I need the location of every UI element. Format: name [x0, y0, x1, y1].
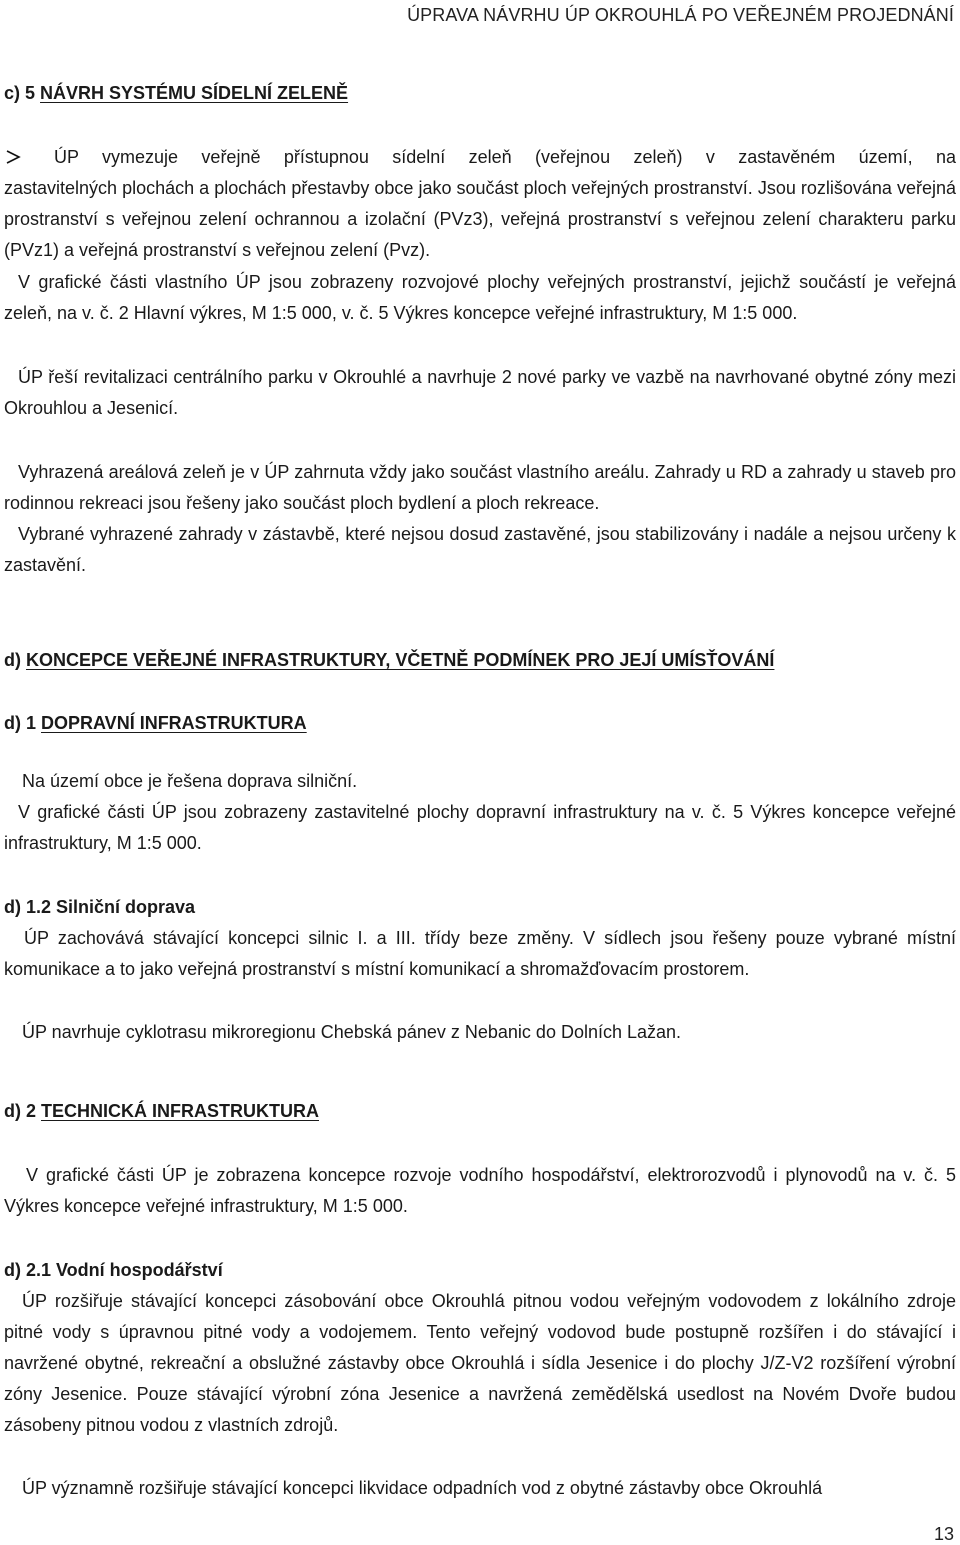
paragraph: ÚP významně rozšiřuje stávající koncepci likvidace odpadních vod z obytné zástavby obce Okrouhlá: [22, 1478, 823, 1498]
section-heading-d: [4, 645, 774, 676]
running-header: ÚPRAVA NÁVRHU ÚP OKROUHLÁ PO VEŘEJNÉM PROJEDNÁNÍ: [407, 5, 954, 25]
heading-prefix: d) 2: [4, 1101, 42, 1121]
paragraph: ÚP zachovává stávající koncepci silnic I. a III. třídy beze změny. V sídlech jsou řešeny pouze vybrané místní komunikace a to jako veřejná prostranství s místní komunikací a shromažďovacím prostorem.: [4, 928, 956, 979]
paragraph: Vyhrazená areálová zeleň je v ÚP zahrnuta vždy jako součást vlastního areálu. Zahrady u RD a zahrady u staveb pro rodinnou rekreaci jsou řešeny jako součást ploch bydlení a ploch rekreace.: [4, 462, 956, 513]
paragraph: ÚP řeší revitalizaci centrálního parku v Okrouhlé a navrhuje 2 nové parky ve vazbě na navrhované obytné zóny mezi Okrouhlou a Jesenicí.: [4, 367, 956, 418]
paragraph: V grafické části ÚP je zobrazena koncepce rozvoje vodního hospodářství, elektrorozvodů i plynovodů na v. č. 5 Výkres koncepce veřejné infrastruktury, M 1:5 000.: [4, 1165, 956, 1216]
section-heading-c5: [4, 78, 348, 109]
heading-prefix: d) 1: [4, 713, 42, 733]
paragraph: ÚP navrhuje cyklotrasu mikroregionu Chebská pánev z Nebanic do Dolních Lažan.: [22, 1022, 682, 1042]
arrow-bullet-icon: [4, 148, 22, 166]
section-heading-d21: d) 2.1 Vodní hospodářství: [4, 1260, 223, 1280]
heading-title: TECHNICKÁ INFRASTRUKTURA: [41, 1101, 319, 1121]
bullet-item: [4, 142, 956, 173]
heading-title: DOPRAVNÍ INFRASTRUKTURA: [41, 713, 307, 733]
section-heading-d2: [4, 1096, 319, 1127]
section-heading-d1: [4, 708, 307, 739]
heading-title: NÁVRH SYSTÉMU SÍDELNÍ ZELENĚ: [40, 83, 349, 103]
page-number: 13: [933, 1524, 954, 1544]
paragraph: ÚP rozšiřuje stávající koncepci zásobování obce Okrouhlá pitnou vodou veřejným vodovodem z lokálního zdroje pitné vody s úpravnou pitné vody a vodojemem. Tento veřejný vodovod bude postupně rozšířen i do stávající i navržené obytné, rekreační a obslužné zástavby obce Okrouhlá i sídla Jesenice i do plochy J/Z-V2 rozšíření výrobní zóny Jesenice. Pouze stávající výrobní zóna Jesenice a navržená zemědělská usedlost na Novém Dvoře budou zásobeny pitnou vodou z vlastních zdrojů.: [4, 1291, 956, 1435]
paragraph: Vybrané vyhrazené zahrady v zástavbě, které nejsou dosud zastavěné, jsou stabilizovány i nadále a nejsou určeny k zastavění.: [4, 524, 956, 575]
section-heading-d12: d) 1.2 Silniční doprava: [4, 897, 196, 917]
paragraph: V grafické části vlastního ÚP jsou zobrazeny rozvojové plochy veřejných prostranství, jejichž součástí je veřejná zeleň, na v. č. 2 Hlavní výkres, M 1:5 000, v. č. 5 Výkres koncepce veřejné infrastruktury, M 1:5 000.: [4, 272, 956, 323]
bullet-first-line: ÚP vymezuje veřejně přístupnou sídelní zeleň (veřejnou zeleň) v zastavěném území, na: [54, 147, 956, 167]
heading-title: KONCEPCE VEŘEJNÉ INFRASTRUKTURY, VČETNĚ PODMÍNEK PRO JEJÍ UMÍSŤOVÁNÍ: [26, 650, 775, 670]
heading-prefix: c) 5: [4, 83, 41, 103]
heading-prefix: d): [4, 650, 26, 670]
paragraph: V grafické části ÚP jsou zobrazeny zastavitelné plochy dopravní infrastruktury na v. č. 5 Výkres koncepce veřejné infrastruktury, M 1:5 000.: [4, 802, 956, 853]
bullet-continuation: zastavitelných plochách a plochách přestavby obce jako součást ploch veřejných prostranství. Jsou rozlišována veřejná prostranství s veřejnou zelení ochrannou a izolační (PVz3), veřejná prostranství s veřejnou zelení charakteru parku (PVz1) a veřejná prostranství s veřejnou zelení (Pvz).: [4, 178, 956, 260]
paragraph: Na území obce je řešena doprava silniční.: [22, 771, 358, 791]
